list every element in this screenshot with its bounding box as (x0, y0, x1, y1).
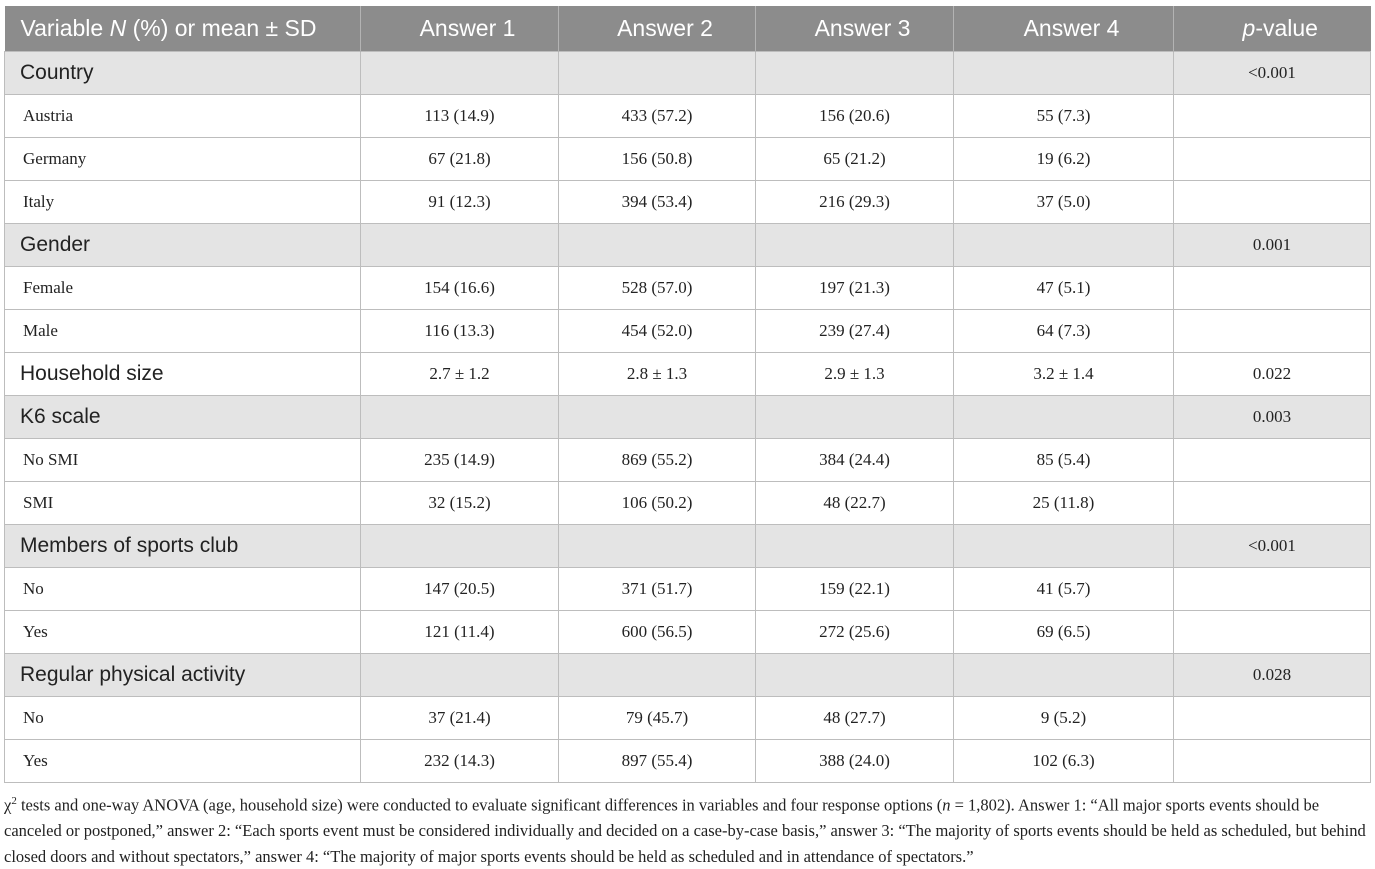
p-value-cell (1174, 697, 1371, 740)
row-label: No (5, 697, 361, 740)
answer-1-cell: 113 (14.9) (361, 95, 559, 138)
header-variable: Variable N (%) or mean ± SD (5, 6, 361, 52)
p-value-cell: <0.001 (1174, 525, 1371, 568)
answer-1-cell: 67 (21.8) (361, 138, 559, 181)
p-value-cell (1174, 310, 1371, 353)
row-label: Country (5, 52, 361, 95)
p-value-cell: 0.022 (1174, 353, 1371, 396)
p-value-cell (1174, 482, 1371, 525)
answer-4-cell: 3.2 ± 1.4 (954, 353, 1174, 396)
answer-4-cell: 85 (5.4) (954, 439, 1174, 482)
answer-1-cell: 116 (13.3) (361, 310, 559, 353)
row-label: Germany (5, 138, 361, 181)
table-row (5, 568, 1371, 611)
p-value-cell: 0.003 (1174, 396, 1371, 439)
table-row (5, 740, 1371, 783)
answer-1-cell (361, 224, 559, 267)
table-body (5, 52, 1371, 783)
answer-4-cell: 55 (7.3) (954, 95, 1174, 138)
answer-3-cell: 48 (27.7) (756, 697, 954, 740)
results-table (4, 6, 1371, 783)
p-value-cell (1174, 439, 1371, 482)
answer-3-cell (756, 224, 954, 267)
answer-3-cell (756, 396, 954, 439)
table-row (5, 482, 1371, 525)
answer-2-cell: 106 (50.2) (559, 482, 756, 525)
table-row (5, 439, 1371, 482)
answer-4-cell: 41 (5.7) (954, 568, 1174, 611)
answer-4-cell: 37 (5.0) (954, 181, 1174, 224)
answer-2-cell: 2.8 ± 1.3 (559, 353, 756, 396)
row-label: Male (5, 310, 361, 353)
answer-2-cell: 156 (50.8) (559, 138, 756, 181)
table-row (5, 310, 1371, 353)
header-answer-4: Answer 4 (954, 6, 1174, 52)
answer-3-cell: 2.9 ± 1.3 (756, 353, 954, 396)
answer-2-cell: 371 (51.7) (559, 568, 756, 611)
answer-2-cell: 600 (56.5) (559, 611, 756, 654)
section-row (5, 654, 1371, 697)
row-label: Italy (5, 181, 361, 224)
results-table-container (4, 6, 1370, 783)
answer-3-cell: 197 (21.3) (756, 267, 954, 310)
table-row (5, 138, 1371, 181)
answer-3-cell (756, 52, 954, 95)
answer-4-cell: 19 (6.2) (954, 138, 1174, 181)
answer-1-cell: 147 (20.5) (361, 568, 559, 611)
answer-3-cell: 272 (25.6) (756, 611, 954, 654)
answer-2-cell: 433 (57.2) (559, 95, 756, 138)
answer-3-cell: 159 (22.1) (756, 568, 954, 611)
table-row (5, 697, 1371, 740)
answer-3-cell: 388 (24.0) (756, 740, 954, 783)
answer-4-cell: 64 (7.3) (954, 310, 1174, 353)
answer-1-cell (361, 525, 559, 568)
p-value-cell (1174, 740, 1371, 783)
header-answer-3: Answer 3 (756, 6, 954, 52)
answer-2-cell (559, 396, 756, 439)
row-label: Female (5, 267, 361, 310)
row-label: Regular physical activity (5, 654, 361, 697)
p-value-cell (1174, 611, 1371, 654)
row-label: K6 scale (5, 396, 361, 439)
answer-4-cell (954, 525, 1174, 568)
answer-1-cell (361, 396, 559, 439)
answer-4-cell: 25 (11.8) (954, 482, 1174, 525)
answer-3-cell: 384 (24.4) (756, 439, 954, 482)
answer-3-cell: 48 (22.7) (756, 482, 954, 525)
answer-1-cell (361, 654, 559, 697)
answer-1-cell: 121 (11.4) (361, 611, 559, 654)
row-label: No (5, 568, 361, 611)
row-label: No SMI (5, 439, 361, 482)
answer-2-cell (559, 224, 756, 267)
section-row (5, 52, 1371, 95)
table-row (5, 95, 1371, 138)
answer-1-cell: 235 (14.9) (361, 439, 559, 482)
section-row (5, 525, 1371, 568)
answer-4-cell: 69 (6.5) (954, 611, 1174, 654)
answer-2-cell (559, 525, 756, 568)
answer-1-cell: 232 (14.3) (361, 740, 559, 783)
row-label: SMI (5, 482, 361, 525)
answer-4-cell (954, 52, 1174, 95)
answer-3-cell: 239 (27.4) (756, 310, 954, 353)
p-value-cell (1174, 95, 1371, 138)
row-label: Yes (5, 740, 361, 783)
answer-1-cell: 2.7 ± 1.2 (361, 353, 559, 396)
header-answer-1: Answer 1 (361, 6, 559, 52)
answer-3-cell: 65 (21.2) (756, 138, 954, 181)
answer-2-cell: 394 (53.4) (559, 181, 756, 224)
answer-1-cell: 154 (16.6) (361, 267, 559, 310)
answer-1-cell: 32 (15.2) (361, 482, 559, 525)
p-value-cell: <0.001 (1174, 52, 1371, 95)
answer-2-cell (559, 52, 756, 95)
p-value-cell: 0.028 (1174, 654, 1371, 697)
header-p-value: p-value (1174, 6, 1371, 52)
row-label: Yes (5, 611, 361, 654)
answer-1-cell: 37 (21.4) (361, 697, 559, 740)
answer-2-cell: 869 (55.2) (559, 439, 756, 482)
row-label: Gender (5, 224, 361, 267)
p-value-cell (1174, 568, 1371, 611)
table-header-row (5, 6, 1371, 52)
p-value-cell (1174, 267, 1371, 310)
p-value-cell (1174, 181, 1371, 224)
answer-4-cell: 9 (5.2) (954, 697, 1174, 740)
table-row (5, 267, 1371, 310)
p-value-cell: 0.001 (1174, 224, 1371, 267)
table-row (5, 181, 1371, 224)
answer-2-cell: 454 (52.0) (559, 310, 756, 353)
answer-4-cell: 47 (5.1) (954, 267, 1174, 310)
table-row (5, 353, 1371, 396)
answer-3-cell: 156 (20.6) (756, 95, 954, 138)
answer-4-cell (954, 224, 1174, 267)
p-value-cell (1174, 138, 1371, 181)
answer-4-cell (954, 396, 1174, 439)
answer-3-cell (756, 654, 954, 697)
answer-3-cell (756, 525, 954, 568)
answer-1-cell: 91 (12.3) (361, 181, 559, 224)
section-row (5, 224, 1371, 267)
row-label: Austria (5, 95, 361, 138)
answer-4-cell: 102 (6.3) (954, 740, 1174, 783)
answer-1-cell (361, 52, 559, 95)
row-label: Household size (5, 353, 361, 396)
answer-2-cell: 897 (55.4) (559, 740, 756, 783)
table-footnote: $\chi^2$ tests and one-way ANOVA (age, household size) were conducted to evaluate significant differences in variables and four response options (n = 1,802). Answer 1: “All major sports events should be canceled or postponed,” answer 2: “Each sports event must be considered individually and decided on a case-by-case basis,” answer 3: “The majority of sports events should be held as scheduled, but behind closed doors and without spectators,” answer 4: “The majority of major sports events should be held as scheduled and in attendance of spectators.” (4, 795, 1366, 866)
header-answer-2: Answer 2 (559, 6, 756, 52)
section-row (5, 396, 1371, 439)
table-row (5, 611, 1371, 654)
answer-2-cell: 528 (57.0) (559, 267, 756, 310)
answer-4-cell (954, 654, 1174, 697)
answer-2-cell (559, 654, 756, 697)
answer-3-cell: 216 (29.3) (756, 181, 954, 224)
row-label: Members of sports club (5, 525, 361, 568)
answer-2-cell: 79 (45.7) (559, 697, 756, 740)
